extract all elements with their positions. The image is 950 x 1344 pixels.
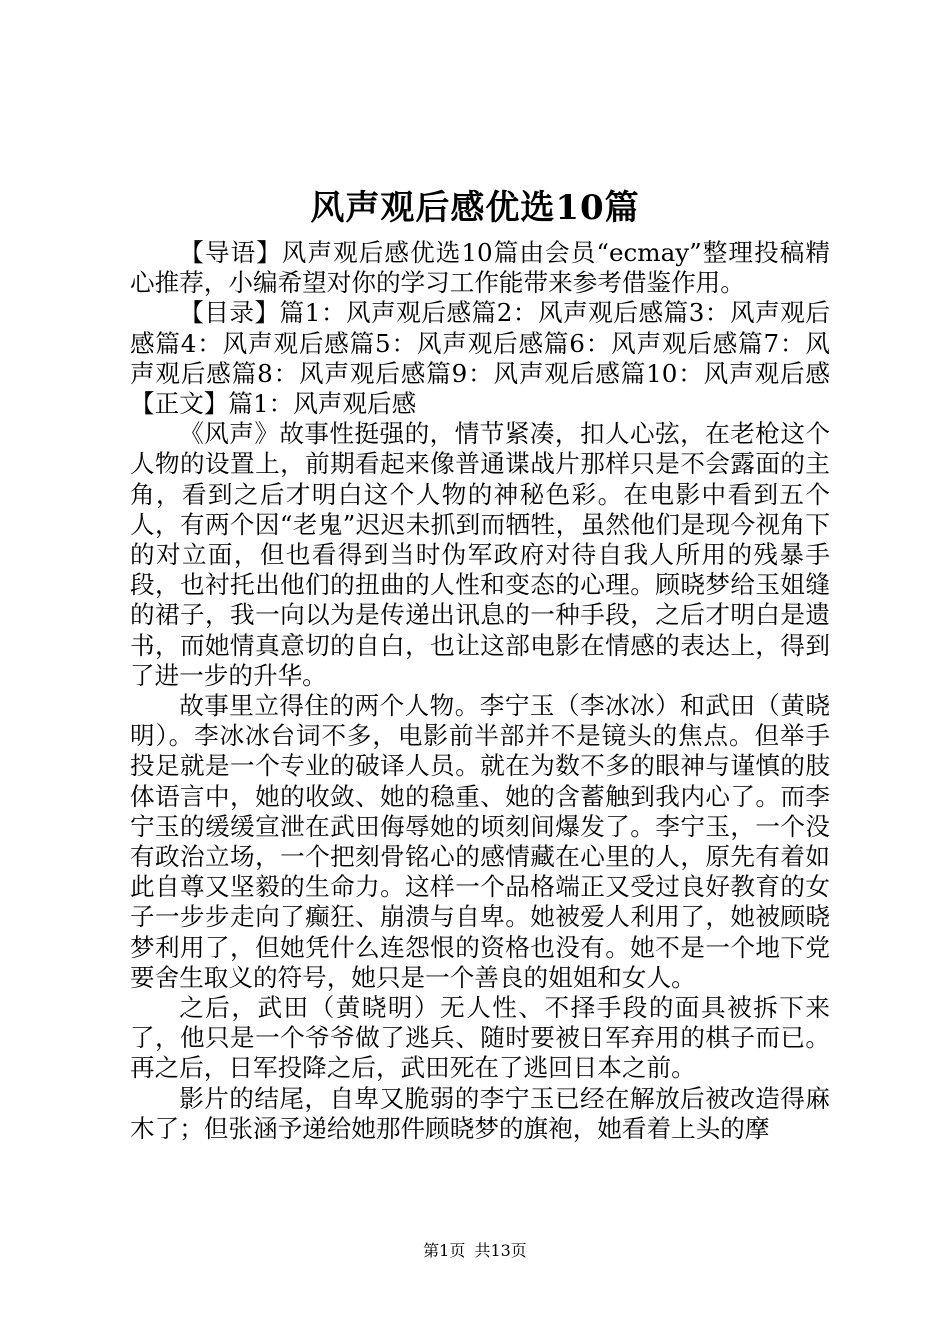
paragraph: 《风声》故事性挺强的，情节紧凑，扣人心弦，在老枪这个人物的设置上，前期看起来像普通谍战片那样只是不会露面的主角，看到之后才明白这个人物的神秘色彩。在电影中看到五个人，有两个因“老鬼”迟迟未抓到而牺牲，虽然他们是现今视角下的对立面，但也看得到当时伪军政府对待自我人所用的残暴手段，也衬托出他们的扭曲的人性和变态的心理。顾晓梦给玉姐缝的裙子，我一向以为是传递出讯息的一种手段，之后才明白是遗书，而她情真意切的自白，也让这部电影在情感的表达上，得到了进一步的升华。 — [130, 419, 830, 690]
document-title: 风声观后感优选10篇 — [310, 188, 640, 228]
paragraph-intro: 【导语】风声观后感优选10篇由会员“ecmay”整理投稿精心推荐，小编希望对你的学习工作能带来参考借鉴作用。 — [130, 238, 830, 298]
document-body — [130, 238, 830, 1144]
page-number: 第1页 共13页 — [423, 1241, 527, 1260]
paragraph: 影片的结尾，自卑又脆弱的李宁玉已经在解放后被改造得麻木了；但张涵予递给她那件顾晓梦的旗袍，她看着上头的摩 — [130, 1083, 830, 1143]
paragraph: 故事里立得住的两个人物。李宁玉（李冰冰）和武田（黄晓明）。李冰冰台词不多，电影前半部并不是镜头的焦点。但举手投足就是一个专业的破译人员。就在为数不多的眼神与谨慎的肢体语言中，她的收敛、她的稳重、她的含蓄触到我内心了。而李宁玉的缓缓宣泄在武田侮辱她的顷刻间爆发了。李宁玉，一个没有政治立场，一个把刻骨铭心的感情藏在心里的人，原先有着如此自尊又坚毅的生命力。这样一个品格端正又受过良好教育的女子一步步走向了癫狂、崩溃与自卑。她被爱人利用了，她被顾晓梦利用了，但她凭什么连怨恨的资格也没有。她不是一个地下党要舍生取义的符号，她只是一个善良的姐姐和女人。 — [130, 691, 830, 992]
paragraph: 之后，武田（黄晓明）无人性、不择手段的面具被拆下来了，他只是一个爷爷做了逃兵、随时要被日军弃用的棋子而已。再之后，日军投降之后，武田死在了逃回日本之前。 — [130, 993, 830, 1083]
paragraph-toc: 【目录】篇1：风声观后感篇2：风声观后感篇3：风声观后感篇4：风声观后感篇5：风声观后感篇6：风声观后感篇7：风声观后感篇8：风声观后感篇9：风声观后感篇10：风声观后感【正文】篇1：风声观后感 — [130, 298, 830, 419]
